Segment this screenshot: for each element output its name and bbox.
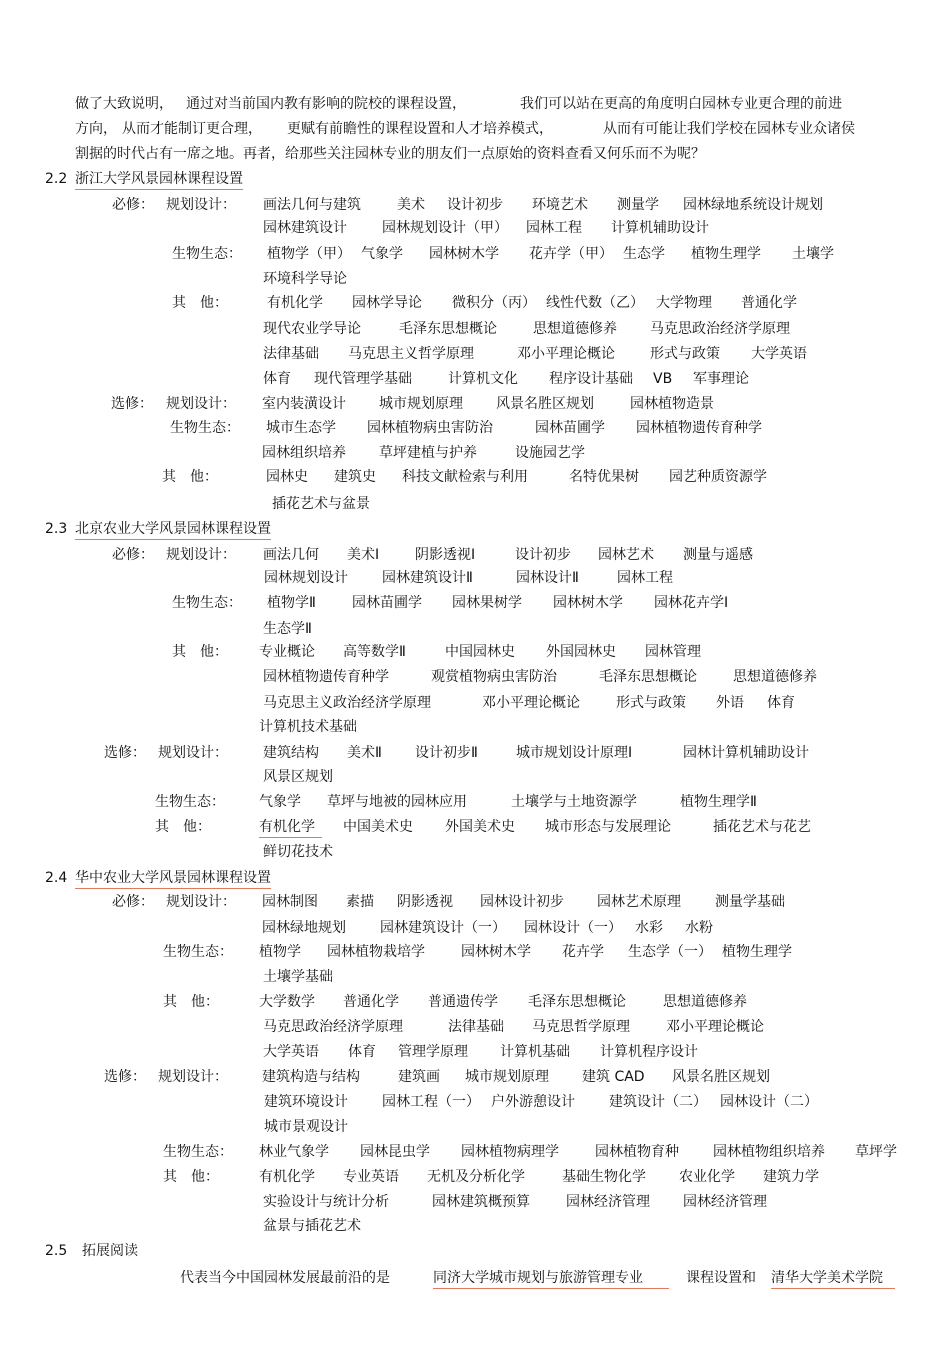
category-label: 其 他： [172,295,228,311]
course-item: 线性代数（乙） [546,295,644,311]
course-item: 植物学（甲） [267,246,351,262]
course-item: 园林果树学 [452,595,522,611]
course-item: 微积分（丙） [452,295,536,311]
course-item: 城市生态学 [266,420,336,436]
course-item: 园林树木学 [553,595,623,611]
course-item: 测量与遥感 [683,547,753,563]
course-item: 建筑环境设计 [264,1094,348,1110]
course-item: 风景区规划 [263,769,333,785]
course-item: 园林制图 [262,894,318,910]
course-item: VB [653,371,673,387]
course-item: 园林经济管理 [566,1194,650,1210]
course-item: 有机化学 [259,1169,315,1185]
course-item: 土壤学基础 [263,969,333,985]
course-item: 阴影透视Ⅰ [415,547,476,563]
course-item: 城市规划设计原理Ⅰ [516,745,633,761]
course-item: 有机化学 [259,818,322,838]
course-item: 邓小平理论概论 [666,1019,764,1035]
course-item: 建筑画 [398,1069,440,1085]
intro-text: 通过对当前国内教有影响的院校的课程设置， [186,96,466,112]
course-item: 草坪与地被的园林应用 [327,794,467,810]
course-item: 园林苗圃学 [535,420,605,436]
intro-text: 割据的时代占有一席之地。再者，给那些关注园林专业的朋友们一点原始的资料查看又何乐而不为呢？ [75,146,705,162]
course-item: 园林规划设计 [264,570,348,586]
course-item: 草坪学 [855,1144,897,1160]
course-item: 园林树木学 [461,944,531,960]
course-item: 画法几何与建筑 [263,197,361,213]
highlighted-text: 清华大学美术学院 [771,1269,895,1289]
required-label: 必修： [112,894,154,910]
paragraph-text: 代表当今中国园林发展最前沿的是 [180,1270,390,1286]
course-item: 体育 [348,1044,376,1060]
course-item: 形式与政策 [616,695,686,711]
course-item: 外国园林史 [546,644,616,660]
course-item: 生态学（一） [628,944,712,960]
course-item: 设施园艺学 [515,445,585,461]
course-item: 园林绿地系统设计规划 [683,197,823,213]
course-item: 园林植物栽培学 [327,944,425,960]
course-item: 花卉学 [562,944,604,960]
course-item: 普通化学 [343,994,399,1010]
category-label: 生物生态： [163,944,233,960]
category-label: 规划设计： [166,197,236,213]
course-item: 专业概论 [259,644,315,660]
course-item: 马克思主义哲学原理 [348,346,474,362]
course-item: 思想道德修养 [733,669,817,685]
category-label: 其 他： [172,644,228,660]
course-item: 无机及分析化学 [427,1169,525,1185]
course-item: 环境艺术 [532,197,588,213]
course-item: 环境科学导论 [263,271,347,287]
course-item: 美术 [397,197,425,213]
section-title: 浙江大学风景园林课程设置 [75,170,243,190]
course-item: 计算机程序设计 [600,1044,698,1060]
course-item: 园林设计Ⅱ [516,570,579,586]
course-item: 户外游憩设计 [491,1094,575,1110]
section-title: 拓展阅读 [82,1243,138,1259]
course-item: 计算机辅助设计 [611,220,709,236]
course-item: 盆景与插花艺术 [263,1218,361,1234]
course-item: 素描 [346,894,374,910]
required-label: 必修： [112,547,154,563]
course-item: 园林设计（二） [720,1094,818,1110]
course-item: 园林艺术 [598,547,654,563]
category-label: 其 他： [155,819,211,835]
course-item: 园林树木学 [429,246,499,262]
course-item: 园林花卉学Ⅰ [654,595,729,611]
course-item: 园林建筑设计 [263,220,347,236]
course-item: 生态学Ⅱ [263,621,312,637]
course-item: 园林建筑设计（一） [380,920,506,936]
course-item: 设计初步 [515,547,571,563]
course-item: 园林组织培养 [262,445,346,461]
course-item: 建筑 CAD [582,1069,645,1085]
course-item: 毛泽东思想概论 [399,321,497,337]
course-item: 植物学Ⅱ [267,595,316,611]
course-item: 农业化学 [679,1169,735,1185]
course-item: 园林设计（一） [524,920,622,936]
section-number: 2.5 [45,1243,68,1259]
course-item: 建筑史 [334,469,376,485]
intro-text: 我们可以站在更高的角度明白园林专业更合理的前进 [520,96,842,112]
category-label: 生物生态： [170,420,240,436]
course-item: 测量学 [617,197,659,213]
course-item: 室内装潢设计 [262,396,346,412]
course-item: 草坪建植与护养 [379,445,477,461]
course-item: 体育 [767,695,795,711]
course-item: 植物生理学 [691,246,761,262]
course-item: 体育 [263,371,291,387]
course-item: 邓小平理论概论 [517,346,615,362]
course-item: 园林规划设计（甲） [382,220,508,236]
course-item: 外国美术史 [445,819,515,835]
course-item: 普通化学 [741,295,797,311]
intro-text: 更赋有前瞻性的课程设置和人才培养模式， [287,121,553,137]
course-item: 阴影透视 [397,894,453,910]
section-number: 2.4 [45,870,68,886]
course-item: 城市规划原理 [379,396,463,412]
course-item: 园林艺术原理 [597,894,681,910]
course-item: 园林经济管理 [683,1194,767,1210]
course-item: 美术Ⅱ [347,745,382,761]
course-item: 思想道德修养 [663,994,747,1010]
course-item: 毛泽东思想概论 [599,669,697,685]
course-item: 有机化学 [267,295,323,311]
course-item: 林业气象学 [259,1144,329,1160]
course-item: 大学英语 [751,346,807,362]
course-item: 专业英语 [343,1169,399,1185]
course-item: 现代管理学基础 [314,371,412,387]
course-item: 马克思主义政治经济学原理 [263,695,431,711]
course-item: 城市景观设计 [264,1119,348,1135]
course-item: 中国园林史 [445,644,515,660]
elective-label: 选修： [104,745,146,761]
course-item: 园林学导论 [352,295,422,311]
course-item: 园林苗圃学 [352,595,422,611]
course-item: 园林史 [266,469,308,485]
course-item: 插花艺术与花艺 [713,819,811,835]
elective-label: 选修： [104,1069,146,1085]
course-item: 园林工程（一） [382,1094,480,1110]
course-item: 名特优果树 [569,469,639,485]
course-item: 园艺种质资源学 [669,469,767,485]
course-item: 法律基础 [448,1019,504,1035]
course-item: 园林管理 [645,644,701,660]
course-item: 水粉 [685,920,713,936]
course-item: 园林计算机辅助设计 [683,745,809,761]
category-label: 规划设计： [158,1069,228,1085]
course-item: 园林工程 [526,220,582,236]
course-item: 管理学原理 [398,1044,468,1060]
elective-label: 选修： [111,396,153,412]
course-item: 鲜切花技术 [263,844,333,860]
intro-text: 方向， [75,121,117,137]
paragraph-text: 课程设置和 [686,1270,756,1286]
course-item: 大学数学 [259,994,315,1010]
course-item: 形式与政策 [650,346,720,362]
course-item: 城市形态与发展理论 [545,819,671,835]
category-label: 生物生态： [172,246,242,262]
highlighted-text: 同济大学城市规划与旅游管理专业 [433,1269,669,1289]
course-item: 气象学 [361,246,403,262]
course-item: 园林植物组织培养 [713,1144,825,1160]
required-label: 必修： [112,197,154,213]
category-label: 生物生态： [172,595,242,611]
course-item: 高等数学Ⅱ [343,644,406,660]
course-item: 园林昆虫学 [360,1144,430,1160]
course-item: 外语 [716,695,744,711]
category-label: 其 他： [162,469,218,485]
category-label: 规划设计： [166,894,236,910]
course-item: 园林植物遗传育种学 [263,669,389,685]
category-label: 规划设计： [166,547,236,563]
section-title: 华中农业大学风景园林课程设置 [75,869,271,889]
course-item: 园林植物造景 [630,396,714,412]
intro-text: 做了大致说明， [75,96,173,112]
course-item: 园林建筑设计Ⅱ [382,570,473,586]
course-item: 测量学基础 [715,894,785,910]
course-item: 植物生理学Ⅱ [680,794,757,810]
course-item: 计算机基础 [500,1044,570,1060]
course-item: 园林设计初步 [480,894,564,910]
course-item: 插花艺术与盆景 [272,496,370,512]
course-item: 大学物理 [656,295,712,311]
course-item: 计算机技术基础 [259,719,357,735]
section-number: 2.2 [45,171,68,187]
course-item: 土壤学与土地资源学 [511,794,637,810]
course-item: 花卉学（甲） [529,246,613,262]
intro-text: 从而有可能让我们学校在园林专业众诸侯 [603,121,855,137]
course-item: 园林植物病理学 [461,1144,559,1160]
category-label: 生物生态： [163,1144,233,1160]
course-item: 建筑设计（二） [609,1094,707,1110]
course-item: 园林植物病虫害防治 [367,420,493,436]
course-item: 建筑构造与结构 [262,1069,360,1085]
course-item: 美术Ⅰ [347,547,380,563]
course-item: 水彩 [635,920,663,936]
course-item: 风景名胜区规划 [496,396,594,412]
course-item: 园林建筑概预算 [432,1194,530,1210]
course-item: 普通遗传学 [428,994,498,1010]
course-item: 中国美术史 [343,819,413,835]
category-label: 生物生态： [155,794,225,810]
course-item: 设计初步 [447,197,503,213]
course-item: 计算机文化 [448,371,518,387]
course-item: 马克思哲学原理 [532,1019,630,1035]
course-item: 大学英语 [263,1044,319,1060]
course-item: 园林植物育种 [595,1144,679,1160]
course-item: 科技文献检索与利用 [402,469,528,485]
intro-text: 从而才能制订更合理， [122,121,262,137]
category-label: 其 他： [163,1169,219,1185]
course-item: 程序设计基础 [549,371,633,387]
course-item: 园林植物遗传育种学 [636,420,762,436]
course-item: 画法几何 [263,547,319,563]
course-item: 生态学 [623,246,665,262]
category-label: 规划设计： [158,745,228,761]
course-item: 设计初步Ⅱ [415,745,478,761]
course-item: 园林工程 [617,570,673,586]
course-item: 园林绿地规划 [262,920,346,936]
course-item: 毛泽东思想概论 [528,994,626,1010]
course-item: 军事理论 [693,371,749,387]
course-item: 马克思政治经济学原理 [650,321,790,337]
course-item: 观赏植物病虫害防治 [431,669,557,685]
course-item: 植物生理学 [722,944,792,960]
course-item: 法律基础 [263,346,319,362]
course-item: 邓小平理论概论 [482,695,580,711]
course-item: 建筑力学 [763,1169,819,1185]
category-label: 规划设计： [166,396,236,412]
course-item: 建筑结构 [263,745,319,761]
course-item: 实验设计与统计分析 [263,1194,389,1210]
course-item: 基础生物化学 [562,1169,646,1185]
course-item: 城市规划原理 [465,1069,549,1085]
course-item: 风景名胜区规划 [672,1069,770,1085]
course-item: 现代农业学导论 [263,321,361,337]
course-item: 思想道德修养 [533,321,617,337]
course-item: 气象学 [259,794,301,810]
section-title: 北京农业大学风景园林课程设置 [75,520,271,540]
course-item: 马克思政治经济学原理 [263,1019,403,1035]
course-item: 土壤学 [792,246,834,262]
category-label: 其 他： [163,994,219,1010]
course-item: 植物学 [259,944,301,960]
section-number: 2.3 [45,521,68,537]
